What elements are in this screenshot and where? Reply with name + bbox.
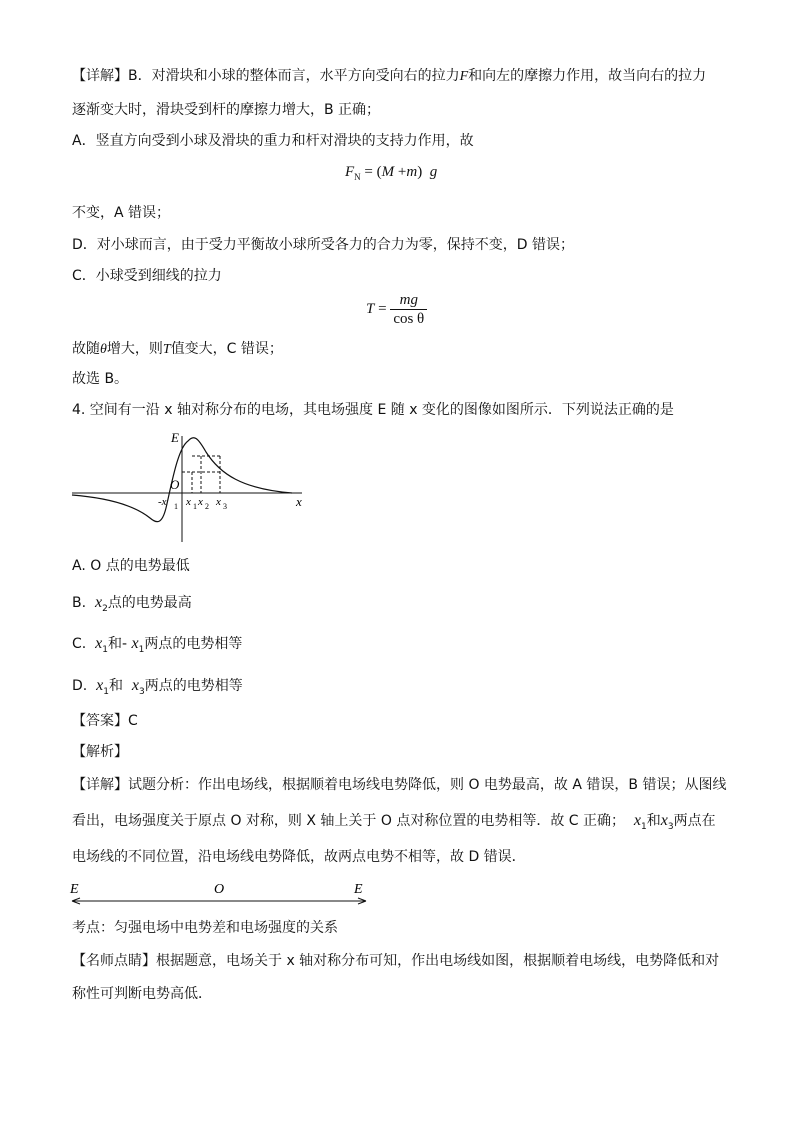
analysis-line-2: 看出，电场强度关于原点 O 对称，则 X 轴上关于 O 点对称位置的电势相等．故 C 正确； $x_1$和$x_3$两点在 xyxy=(72,812,716,832)
kaodian-line: 考点：匀强电场中电势差和电场强度的关系 xyxy=(72,920,338,936)
label-x3-sub: 3 xyxy=(223,502,227,511)
detail-line-7: 故随θ增大，则T值变大，C 错误； xyxy=(72,341,283,357)
label-x: x xyxy=(296,494,302,509)
label-x2-sub: 2 xyxy=(205,502,209,511)
label-e: E xyxy=(171,430,179,445)
teacher-comment-2: 称性可判断电势高低． xyxy=(72,986,212,1002)
e-field-graph xyxy=(70,426,320,546)
field-line-diagram xyxy=(68,878,378,908)
analysis-title: 【解析】 xyxy=(72,744,128,760)
analysis-line-3: 电场线的不同位置，沿电场线电势降低，故两点电势不相等，故 D 错误． xyxy=(72,849,526,865)
label-x1: x xyxy=(186,496,191,508)
label-x1-sub: 1 xyxy=(193,502,197,511)
option-c: C. $x_1$和- $x_1$两点的电势相等 xyxy=(72,635,243,655)
label-x3: x xyxy=(216,496,221,508)
field-label-center: O xyxy=(214,882,225,897)
label-o: O xyxy=(170,477,180,492)
label-neg-x1: -x xyxy=(158,496,167,508)
label-x2: x xyxy=(198,496,203,508)
detail-line-5: D．对小球而言，由于受力平衡故小球所受各力的合力为零，保持不变，D 错误； xyxy=(72,237,575,253)
field-label-right: E xyxy=(354,882,363,897)
option-b: B. $x_2$点的电势最高 xyxy=(72,594,192,614)
detail-line-4: 不变，A 错误； xyxy=(72,205,171,221)
detail-line-8: 故选 B。 xyxy=(72,371,129,387)
option-a: A. O 点的电势最低 xyxy=(72,558,190,574)
detail-line-6: C．小球受到细线的拉力 xyxy=(72,268,222,284)
detail-line-2: 逐渐变大时，滑块受到杆的摩擦力增大，B 正确； xyxy=(72,102,381,118)
formula-tension: T = $\frac{mg}{\text{cos θ}}$ xyxy=(366,291,427,328)
option-d: D. $x_1$和 $x_3$两点的电势相等 xyxy=(72,677,243,697)
teacher-comment-1: 【名师点睛】根据题意，电场关于 x 轴对称分布可知，作出电场线如图，根据顺着电场线，电势降低和对 xyxy=(72,953,720,969)
detail-line-1: 【详解】B．对滑块和小球的整体而言，水平方向受向右的拉力F和向左的摩擦力作用，故当向右的拉力 xyxy=(72,68,707,84)
analysis-line-1: 【详解】试题分析：作出电场线，根据顺着电场线电势降低，则 O 电势最高，故 A 错误，B 错误；从图线 xyxy=(72,777,727,793)
detail-line-3: A．竖直方向受到小球及滑块的重力和杆对滑块的支持力作用，故 xyxy=(72,133,474,149)
question-stem: 4. 空间有一沿 x 轴对称分布的电场，其电场强度 E 随 x 变化的图像如图所示．下列说法正确的是 xyxy=(72,402,674,418)
label-neg-x1-sub: 1 xyxy=(174,502,178,511)
answer-line: 【答案】C xyxy=(72,713,138,729)
formula-normal-force: $F_N = (M +m)$ g xyxy=(345,164,438,182)
field-label-left: E xyxy=(70,882,79,897)
